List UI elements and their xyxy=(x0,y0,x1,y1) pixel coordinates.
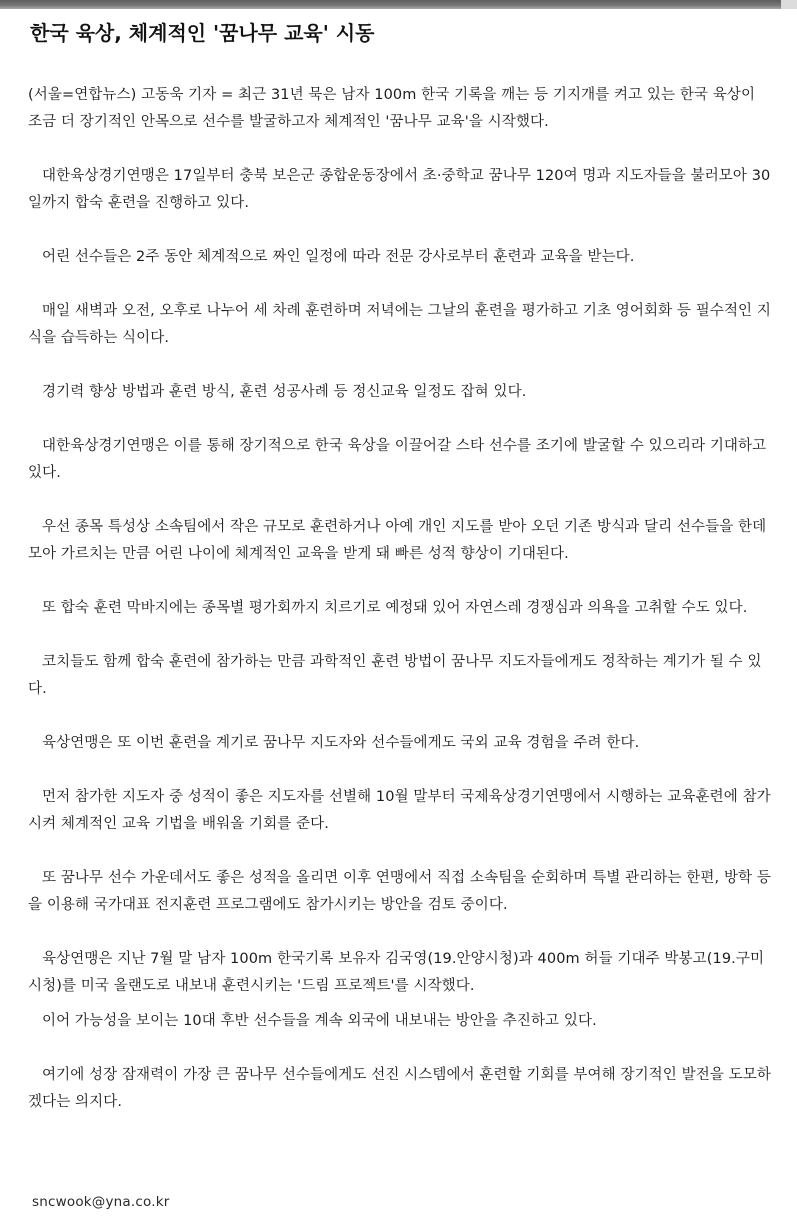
article-paragraph: 육상연맹은 또 이번 훈련을 계기로 꿈나무 지도자와 선수들에게도 국외 교육 경험을 주려 한다. xyxy=(42,735,640,751)
article-paragraph: 우선 종목 특성상 소속팀에서 작은 규모로 훈련하거나 아예 개인 지도를 받아 오던 기존 방식과 달리 선수들을 한데 모아 가르치는 만큼 어린 나이에 체계적인 교육을 받게 돼 빠른 성적 향상이 기대된다. xyxy=(28,519,767,562)
article-paragraph: 매일 새벽과 오전, 오후로 나누어 세 차례 훈련하며 저녁에는 그날의 훈련을 평가하고 기초 영어회화 등 필수적인 지식을 습득하는 식이다. xyxy=(28,303,771,346)
article-paragraph: 육상연맹은 지난 7월 말 남자 100m 한국기록 보유자 김국영(19.안양시청)과 400m 허들 기대주 박봉고(19.구미시청)를 미국 올랜도로 내보내 훈련시키는 '드림 프로젝트'를 시작했다. xyxy=(28,951,765,994)
article-paragraph: 대한육상경기연맹은 17일부터 충북 보은군 종합운동장에서 초·중학교 꿈나무 120여 명과 지도자들을 불러모아 30일까지 합숙 훈련을 진행하고 있다. xyxy=(28,168,771,211)
article-paragraph: 또 합숙 훈련 막바지에는 종목별 평가회까지 치르기로 예정돼 있어 자연스레 경쟁심과 의욕을 고취할 수도 있다. xyxy=(42,600,748,616)
article-paragraph: 먼저 참가한 지도자 중 성적이 좋은 지도자를 선별해 10월 말부터 국제육상경기연맹에서 시행하는 교육훈련에 참가시켜 체계적인 교육 기법을 배워올 기회를 준다. xyxy=(28,789,771,832)
article-paragraph: 대한육상경기연맹은 이를 통해 장기적으로 한국 육상을 이끌어갈 스타 선수를 조기에 발굴할 수 있으리라 기대하고 있다. xyxy=(28,438,767,481)
article-paragraph: 또 꿈나무 선수 가운데서도 좋은 성적을 올리면 이후 연맹에서 직접 소속팀을 순회하며 특별 관리하는 한편, 방학 등을 이용해 국가대표 전지훈련 프로그램에도 참가시키는 방안을 검토 중이다. xyxy=(28,870,771,913)
top-border-bar xyxy=(0,0,797,9)
article-headline: 한국 육상, 체계적인 '꿈나무 교육' 시동 xyxy=(30,21,375,45)
article-paragraph: 경기력 향상 방법과 훈련 방식, 훈련 성공사례 등 정신교육 일정도 잡혀 있다. xyxy=(42,384,527,400)
article-paragraph: 코치들도 함께 합숙 훈련에 참가하는 만큼 과학적인 훈련 방법이 꿈나무 지도자들에게도 정착하는 계기가 될 수 있다. xyxy=(28,654,762,697)
top-border-bar-edge xyxy=(781,0,797,9)
reporter-email: sncwook@yna.co.kr xyxy=(32,1194,170,1210)
article-paragraph: 여기에 성장 잠재력이 가장 큰 꿈나무 선수들에게도 선진 시스템에서 훈련할 기회를 부여해 장기적인 발전을 도모하겠다는 의지다. xyxy=(28,1067,771,1110)
article-body xyxy=(28,82,773,1116)
article-paragraph: 어린 선수들은 2주 동안 체계적으로 짜인 일정에 따라 전문 강사로부터 훈련과 교육을 받는다. xyxy=(42,249,635,265)
article-paragraph: (서울=연합뉴스) 고동욱 기자 = 최근 31년 묵은 남자 100m 한국 기록을 깨는 등 기지개를 켜고 있는 한국 육상이 조금 더 장기적인 안목으로 선수를 발굴하고자 체계적인 '꿈나무 교육'을 시작했다. xyxy=(28,87,756,130)
article-paragraph: 이어 가능성을 보이는 10대 후반 선수들을 계속 외국에 내보내는 방안을 추진하고 있다. xyxy=(42,1013,597,1029)
